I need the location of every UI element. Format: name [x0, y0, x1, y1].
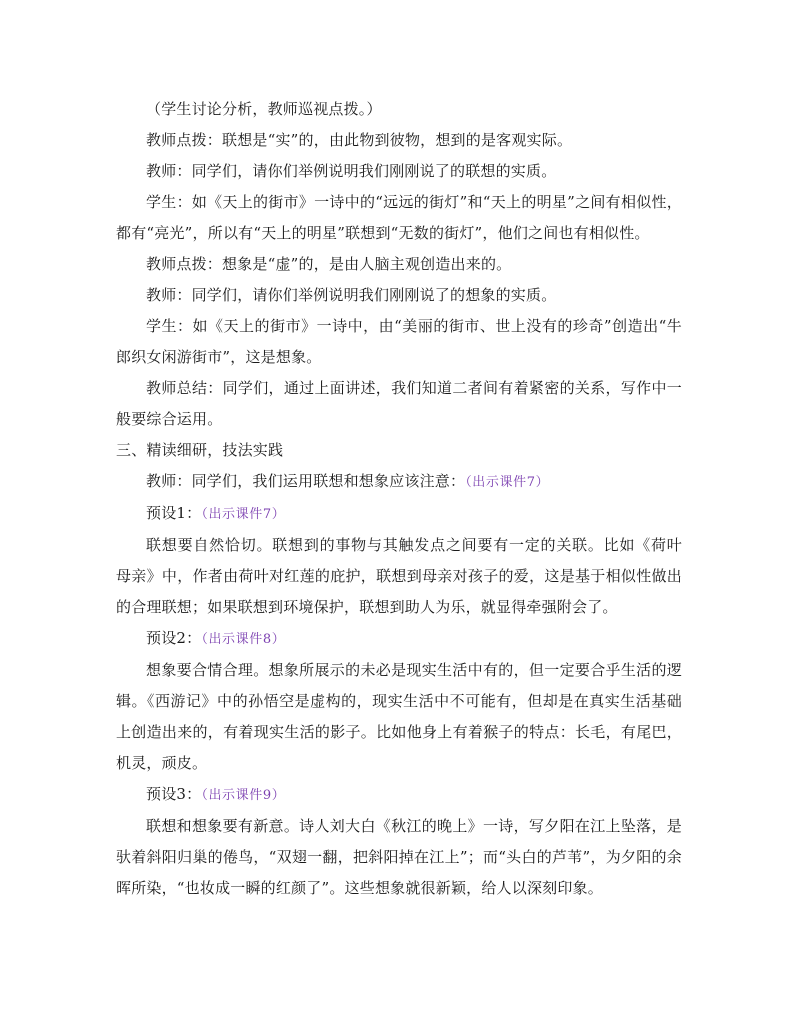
paragraph-teacher-question-association [116, 156, 682, 187]
document-page [116, 94, 682, 904]
slide-note: （出示课件7） [465, 475, 550, 490]
paragraph-preset-2 [116, 623, 682, 655]
slide-note: （出示课件7） [201, 507, 286, 522]
paragraph-teacher-notes [116, 466, 682, 498]
paragraph-text: 教师总结：同学们，通过上面讲述，我们知道二者间有着紧密的关系，写作中一般要综合运用。 [116, 379, 682, 428]
paragraph-text: （学生讨论分析，教师巡视点拨。） [146, 100, 382, 118]
paragraph-association-natural [116, 530, 682, 623]
paragraph-preset-1 [116, 498, 682, 530]
paragraph-text: 学生：如《天上的街市》一诗中，由“美丽的街市、世上没有的珍奇”创造出“牛郎织女闲游街市”，这是想象。 [116, 317, 682, 366]
paragraph-novelty [116, 811, 682, 904]
slide-note: （出示课件9） [201, 788, 286, 803]
paragraph-text: 教师：同学们，请你们举例说明我们刚刚说了的联想的实质。 [146, 162, 557, 180]
paragraph-preset-3 [116, 779, 682, 811]
paragraph-text: 教师点拨：想象是“虚”的，是由人脑主观创造出来的。 [146, 255, 512, 273]
paragraph-student-imagination-example [116, 311, 682, 373]
section-heading: 三、精读细研，技法实践 [116, 441, 284, 459]
paragraph-teacher-question-imagination [116, 280, 682, 311]
paragraph-discussion [116, 94, 682, 125]
paragraph-teacher-guidance-association [116, 125, 682, 156]
paragraph-text: 联想和想象要有新意。诗人刘大白《秋江的晚上》一诗，写夕阳在江上坠落，是驮着斜阳归巢的倦鸟，“双翅一翻，把斜阳掉在江上”；而“头白的芦苇”，为夕阳的余晖所染，“也妆成一瞬的红颜了”。这些想象就很新颖，给人以深刻印象。 [116, 817, 682, 897]
paragraph-text: 教师点拨：联想是“实”的，由此物到彼物，想到的是客观实际。 [146, 131, 573, 149]
paragraph-text: 学生：如《天上的街市》一诗中的“远远的街灯”和“天上的明星”之间有相似性，都有“亮光”，所以有“天上的明星”联想到“无数的街灯”，他们之间也有相似性。 [116, 193, 682, 242]
paragraph-text: 教师：同学们，请你们举例说明我们刚刚说了的想象的实质。 [146, 286, 557, 304]
paragraph-text: 想象要合情合理。想象所展示的未必是现实生活中有的，但一定要合乎生活的逻辑。《西游记》中的孙悟空是虚构的，现实生活中不可能有，但却是在真实生活基础上创造出来的，有着现实生活的影子。比如他身上有着猴子的特点：长毛，有尾巴，机灵，顽皮。 [116, 661, 682, 772]
paragraph-text: 联想要自然恰切。联想到的事物与其触发点之间要有一定的关联。比如《荷叶 母亲》中，作者由荷叶对红莲的庇护，联想到母亲对孩子的爱，这是基于相似性做出的合理联想；如果联想到环境保护，联想到助人为乐，就显得牵强附会了。 [116, 536, 682, 616]
paragraph-text: 预设1： [146, 504, 202, 522]
slide-note: （出示课件8） [201, 632, 286, 647]
paragraph-student-association-example [116, 187, 682, 249]
paragraph-teacher-guidance-imagination [116, 249, 682, 280]
paragraph-text: 预设3： [146, 785, 202, 803]
paragraph-imagination-reasonable [116, 655, 682, 779]
paragraph-text: 教师：同学们，我们运用联想和想象应该注意： [146, 472, 466, 490]
paragraph-text: 预设2： [146, 629, 202, 647]
paragraph-teacher-summary [116, 373, 682, 435]
